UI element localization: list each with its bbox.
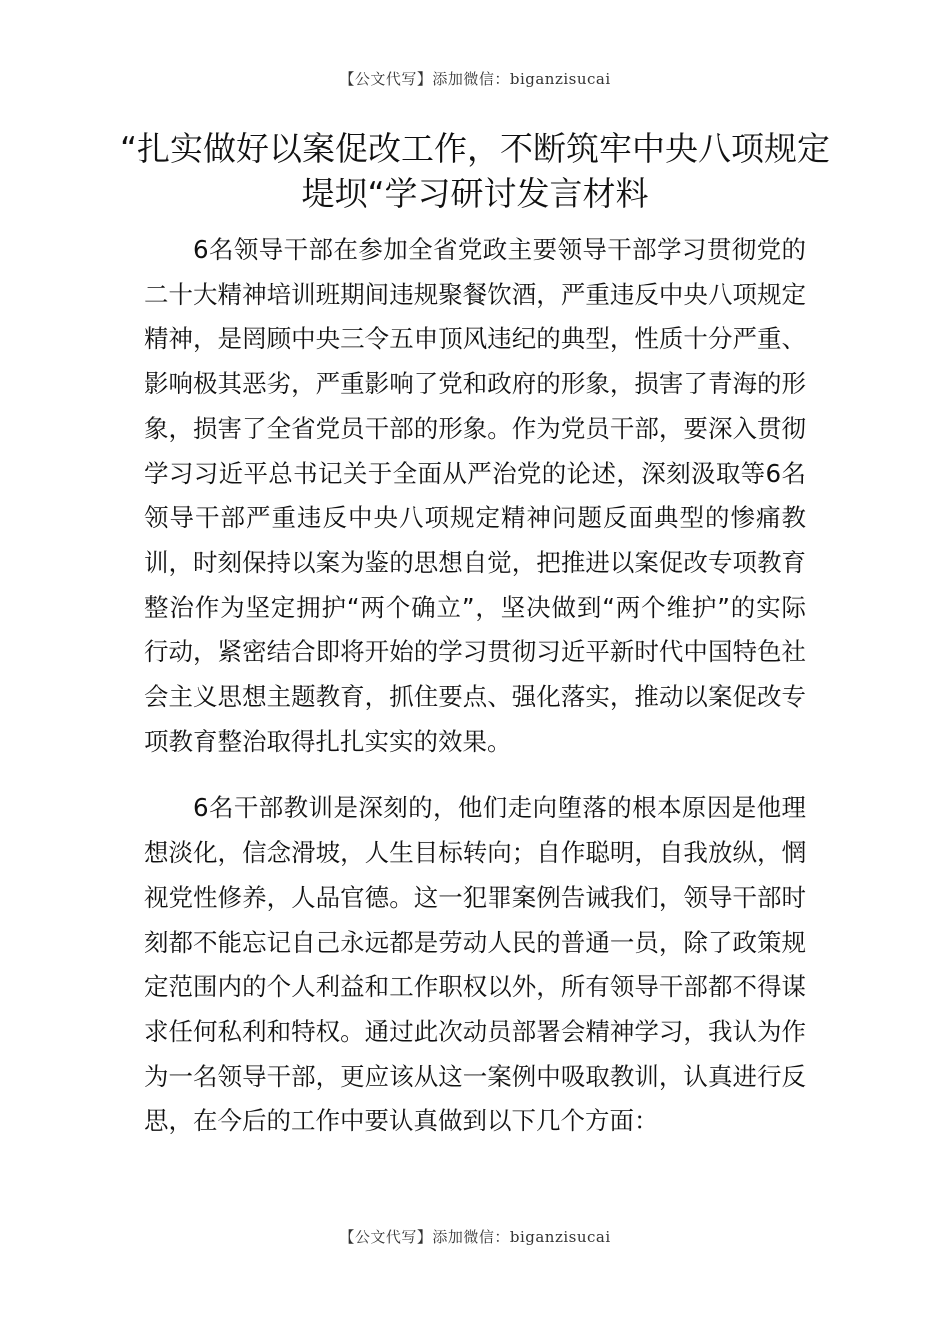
document-body — [144, 228, 806, 1144]
document-title: “扎实做好以案促改工作，不断筑牢中央八项规定堤坝“学习研讨发言材料 — [119, 129, 831, 213]
body-paragraph-2: 6名干部教训是深刻的，他们走向堕落的根本原因是他理想淡化，信念滑坡，人生目标转向；自作聪明，自我放纵，惘视党性修养，人品官德。这一犯罪案例告诫我们，领导干部时刻都不能忘记自己永远都是劳动人民的普通一员，除了政策规定范围内的个人利益和工作职权以外，所有领导干部都不得谋求任何私利和特权。通过此次动员部署会精神学习，我认为作为一名领导干部，更应该从这一案例中吸取教训，认真进行反思，在今后的工作中要认真做到以下几个方面： — [144, 793, 806, 1136]
body-paragraph-1: 6名领导干部在参加全省党政主要领导干部学习贯彻党的二十大精神培训班期间违规聚餐饮酒，严重违反中央八项规定精神，是罔顾中央三令五申顶风违纪的典型，性质十分严重、影响极其恶劣，严重影响了党和政府的形象，损害了青海的形象，损害了全省党员干部的形象。作为党员干部，要深入贯彻学习习近平总书记关于全面从严治党的论述，深刻汲取等6名领导干部严重违反中央八项规定精神问题反面典型的惨痛教训，时刻保持以案为鉴的思想自觉，把推进以案促改专项教育整治作为坚定拥护“两个确立”，坚决做到“两个维护”的实际行动，紧密结合即将开始的学习贯彻习近平新时代中国特色社会主义思想主题教育，抓住要点、强化落实，推动以案促改专项教育整治取得扎扎实实的效果。 — [144, 235, 806, 756]
page-header-watermark: 【公文代写】添加微信：biganzisucai — [339, 70, 611, 88]
page-footer-watermark: 【公文代写】添加微信：biganzisucai — [339, 1228, 611, 1246]
